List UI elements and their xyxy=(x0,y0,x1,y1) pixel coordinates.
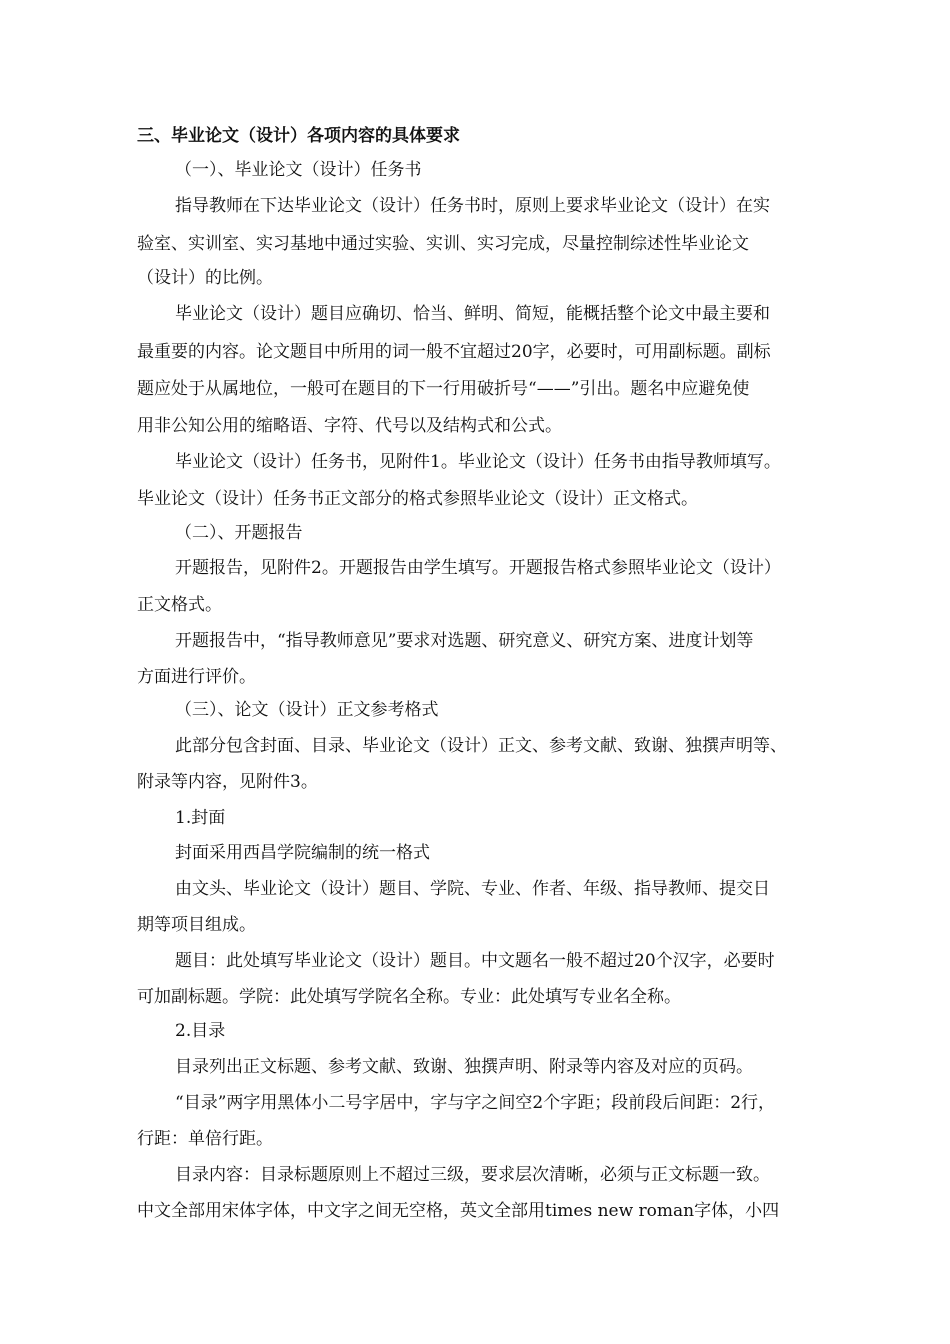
paragraph-line: 由文头、毕业论文（设计）题目、学院、专业、作者、年级、指导教师、提交日 xyxy=(175,879,770,899)
item-heading-cover: 1.封面 xyxy=(175,808,226,828)
paragraph-line: 中文全部用宋体字体，中文字之间无空格，英文全部用times new roman字体，小四 xyxy=(137,1201,780,1221)
item-heading-toc: 2.目录 xyxy=(175,1021,226,1041)
paragraph-line: 毕业论文（设计）题目应确切、恰当、鲜明、简短，能概括整个论文中最主要和 xyxy=(175,304,770,324)
paragraph-line: 附录等内容，见附件3。 xyxy=(137,772,318,792)
paragraph-line: 封面采用西昌学院编制的统一格式 xyxy=(175,843,430,863)
paragraph-line: 毕业论文（设计）任务书正文部分的格式参照毕业论文（设计）正文格式。 xyxy=(137,489,698,509)
subsection-heading-2: （二）、开题报告 xyxy=(175,523,303,543)
paragraph-line: 此部分包含封面、目录、毕业论文（设计）正文、参考文献、致谢、独撰声明等、 xyxy=(175,736,787,756)
paragraph-line: 可加副标题。学院：此处填写学院名全称。专业：此处填写专业名全称。 xyxy=(137,987,681,1007)
paragraph-line: 行距：单倍行距。 xyxy=(137,1129,273,1149)
subsection-heading-1: （一）、毕业论文（设计）任务书 xyxy=(175,160,422,180)
section-title: 三、毕业论文（设计）各项内容的具体要求 xyxy=(137,126,460,146)
paragraph-line: 目录内容：目录标题原则上不超过三级，要求层次清晰，必须与正文标题一致。 xyxy=(175,1165,770,1185)
paragraph-line: 方面进行评价。 xyxy=(137,667,256,687)
paragraph-line: 题应处于从属地位，一般可在题目的下一行用破折号“——”引出。题名中应避免使 xyxy=(137,379,750,399)
paragraph-line: 开题报告，见附件2。开题报告由学生填写。开题报告格式参照毕业论文（设计） xyxy=(175,558,781,578)
paragraph-line: “目录”两字用黑体小二号字居中，字与字之间空2个字距；段前段后间距：2行， xyxy=(175,1093,776,1113)
paragraph-line: 最重要的内容。论文题目中所用的词一般不宜超过20字，必要时，可用副标题。副标 xyxy=(137,342,771,362)
paragraph-line: 期等项目组成。 xyxy=(137,915,256,935)
paragraph-line: 指导教师在下达毕业论文（设计）任务书时，原则上要求毕业论文（设计）在实 xyxy=(175,196,770,216)
subsection-heading-3: （三）、论文（设计）正文参考格式 xyxy=(175,700,439,720)
paragraph-line: 毕业论文（设计）任务书，见附件1。毕业论文（设计）任务书由指导教师填写。 xyxy=(175,452,781,472)
paragraph-line: （设计）的比例。 xyxy=(137,268,273,288)
paragraph-line: 验室、实训室、实习基地中通过实验、实训、实习完成，尽量控制综述性毕业论文 xyxy=(137,234,749,254)
paragraph-line: 用非公知公用的缩略语、字符、代号以及结构式和公式。 xyxy=(137,416,562,436)
paragraph-line: 开题报告中，“指导教师意见”要求对选题、研究意义、研究方案、进度计划等 xyxy=(175,631,754,651)
paragraph-line: 正文格式。 xyxy=(137,595,222,615)
paragraph-line: 题目：此处填写毕业论文（设计）题目。中文题名一般不超过20个汉字，必要时 xyxy=(175,951,775,971)
paragraph-line: 目录列出正文标题、参考文献、致谢、独撰声明、附录等内容及对应的页码。 xyxy=(175,1057,753,1077)
